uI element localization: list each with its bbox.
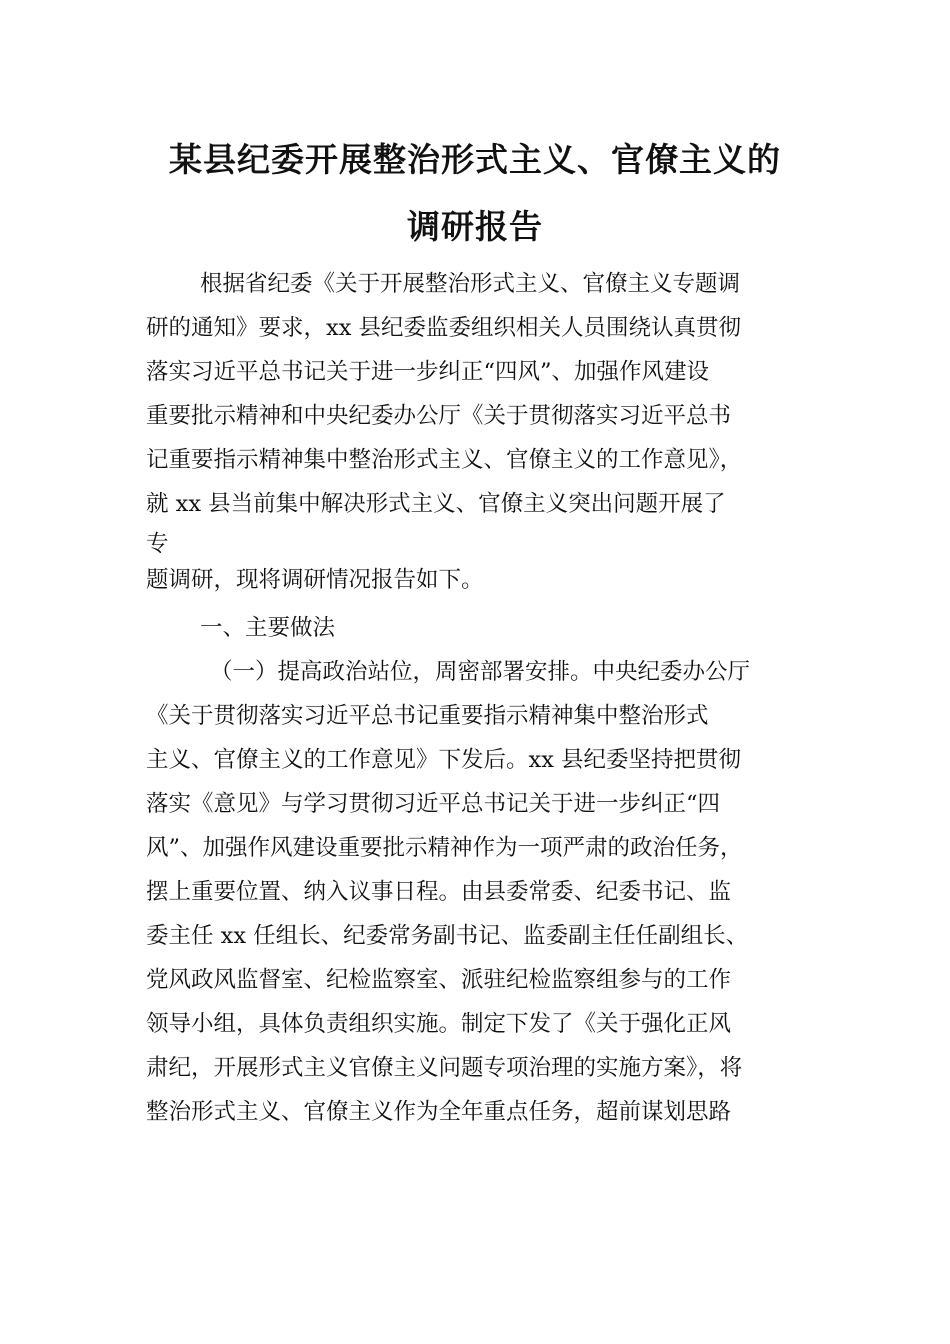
paragraph-line: 专 bbox=[146, 531, 169, 557]
paragraph-line: 就 xx 县当前集中解决形式主义、官僚主义突出问题开展了 bbox=[146, 491, 726, 517]
paragraph-line: 领导小组，具体负责组织实施。制定下发了《关于强化正风 bbox=[146, 1011, 732, 1037]
section-heading: 一、主要做法 bbox=[200, 615, 336, 641]
paragraph-line: 肃纪，开展形式主义官僚主义问题专项治理的实施方案》，将 bbox=[146, 1055, 743, 1081]
document-body bbox=[146, 262, 836, 1134]
paragraph-line: 摆上重要位置、纳入议事日程。由县委常委、纪委书记、监 bbox=[146, 879, 732, 905]
paragraph-line: 研的通知》要求，xx 县纪委监委组织相关人员围绕认真贯彻 bbox=[146, 315, 742, 341]
paragraph-line: 主义、官僚主义的工作意见》下发后。xx 县纪委坚持把贯彻 bbox=[146, 747, 742, 773]
paragraph-line: 落实习近平总书记关于进一步纠正“四风”、加强作风建设 bbox=[146, 359, 710, 385]
document-title-line-1: 某县纪委开展整治形式主义、官僚主义的 bbox=[169, 140, 781, 179]
paragraph-line: 重要批示精神和中央纪委办公厅《关于贯彻落实习近平总书 bbox=[146, 403, 732, 429]
paragraph-line: 委主任 xx 任组长、纪委常务副书记、监委副主任任副组长、 bbox=[146, 923, 749, 949]
paragraph-line: 根据省纪委《关于开展整治形式主义、官僚主义专题调 bbox=[200, 271, 741, 297]
paragraph-line: 《关于贯彻落实习近平总书记重要指示精神集中整治形式 bbox=[146, 703, 709, 729]
paragraph-line: 整治形式主义、官僚主义作为全年重点任务，超前谋划思路 bbox=[146, 1099, 732, 1125]
paragraph-line: 记重要指示精神集中整治形式主义、官僚主义的工作意见》， bbox=[146, 447, 743, 473]
subsection-heading-line: （一）提高政治站位，周密部署安排。中央纪委办公厅 bbox=[210, 659, 751, 685]
document-title-line-2: 调研报告 bbox=[407, 207, 543, 246]
paragraph-line: 落实《意见》与学习贯彻习近平总书记关于进一步纠正“四 bbox=[146, 791, 721, 817]
paragraph-line: 党风政风监督室、纪检监察室、派驻纪检监察组参与的工作 bbox=[146, 967, 732, 993]
paragraph-line: 题调研，现将调研情况报告如下。 bbox=[146, 567, 484, 593]
paragraph-line: 风”、加强作风建设重要批示精神作为一项严肃的政治任务， bbox=[146, 835, 743, 861]
